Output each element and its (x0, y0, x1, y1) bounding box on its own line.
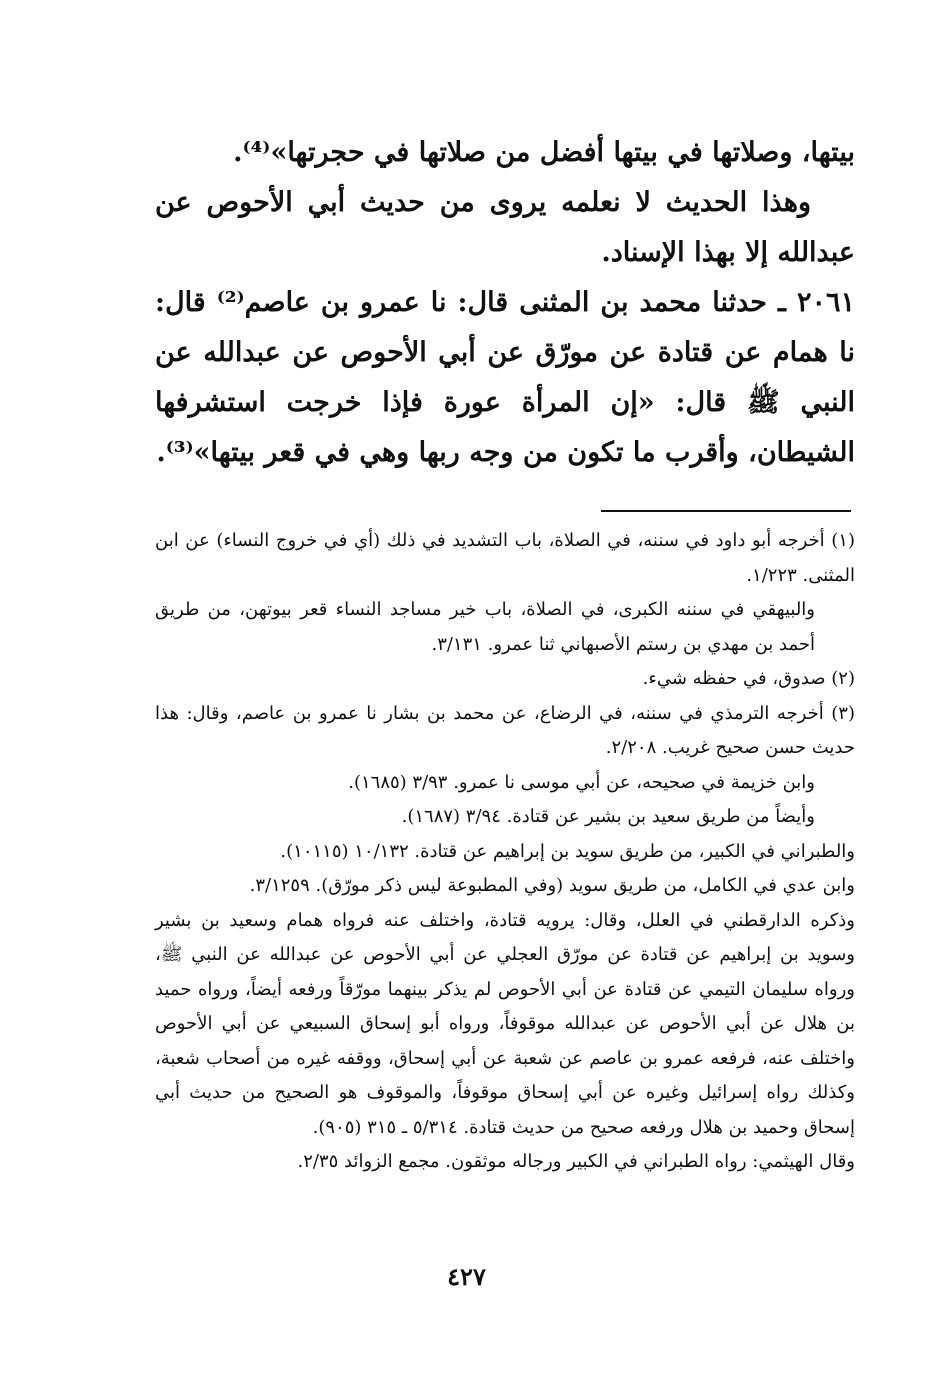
footnotes (155, 524, 855, 1180)
page-number: ٤٢٧ (447, 1262, 486, 1291)
footnote-3-a: (٣) أخرجه الترمذي في سننه، في الرضاع، عن محمد بن بشار نا عمرو بن عاصم، وقال: هذا حديث حسن صحيح غريب. ٢/٢٠٨. (155, 702, 855, 758)
main-text (155, 128, 855, 478)
hadith-2061 (155, 278, 855, 478)
hadith-text: حدثنا محمد بن المثنى قال: نا عمرو بن عاصم⁽²⁾ قال: نا همام عن قتادة عن مورّق عن أبي الأحوص عن عبدالله عن النبي ﷺ قال: «إن المرأة عورة فإذا خرجت استشرفها الشيطان، وأقرب ما تكون من وجه ربها وهي في قعر بيتها»⁽³⁾. (155, 287, 855, 468)
footnote-1-a: (١) أخرجه أبو داود في سننه، في الصلاة، باب التشديد في ذلك (أي في خروج النساء) عن ابن المثنى. ١/٢٢٣. (155, 530, 855, 586)
footnote-3-b: وابن خزيمة في صحيحه، عن أبي موسى نا عمرو. ٣/٩٣ (١٦٨٥). (348, 771, 815, 793)
main-paragraph-2: وهذا الحديث لا نعلمه يروى من حديث أبي الأحوص عن عبدالله إلا بهذا الإسناد. (155, 187, 855, 268)
footnote-3-c: وأيضاً من طريق سعيد بن بشير عن قتادة. ٣/٩٤ (١٦٨٧). (401, 806, 815, 827)
hadith-number: ٢٠٦١ ـ (778, 287, 855, 318)
footnote-3-f: وذكره الدارقطني في العلل، وقال: يرويه قتادة، واختلف عنه فرواه همام وسعيد بن بشير وسويد بن إبراهيم عن قتادة عن مورّق العجلي عن أبي الأحوص عن عبدالله عن النبي ﷺ، ورواه سليمان التيمي عن قتادة عن أبي الأحوص لم يذكر بينهما مورّقاً ورفعه أيضاً، ورواه حميد بن هلال عن أبي الأحوص عن عبدالله موقوفاً، ورواه أبو إسحاق السبيعي عن أبي الأحوص واختلف عنه، فرفعه عمرو بن عاصم عن شعبة عن أبي إسحاق، ووقفه غيره من أصحاب شعبة، وكذلك رواه إسرائيل وغيره عن أبي إسحاق موقوفاً، والموقوف هو الصحيح من حديث أبي إسحاق وحميد بن هلال ورفعه صحيح من حديث قتادة. ٥/٣١٤ ـ ٣١٥ (٩٠٥). (155, 909, 855, 1138)
footnote-3-d: والطبراني في الكبير، من طريق سويد بن إبراهيم عن قتادة. ١٠/١٣٢ (١٠١١٥). (280, 840, 855, 862)
footnote-1-b: والبيهقي في سننه الكبرى، في الصلاة، باب خير مساجد النساء قعر بيوتهن، من طريق أحمد بن مهدي بن رستم الأصبهاني ثنا عمرو. ٣/١٣١. (155, 599, 815, 655)
main-line-1: بيتها، وصلاتها في بيتها أفضل من صلاتها في حجرتها»⁽⁴⁾. (233, 137, 855, 168)
footnote-3-g: وقال الهيثمي: رواه الطبراني في الكبير ورجاله موثقون. مجمع الزوائد ٢/٣٥. (297, 1151, 855, 1172)
footnote-2: (٢) صدوق، في حفظه شيء. (642, 668, 855, 689)
footnote-3-e: وابن عدي في الكامل، من طريق سويد (وفي المطبوعة ليس ذكر مورّق). ٣/١٢٥٩. (249, 875, 855, 896)
footnote-separator (601, 510, 851, 512)
